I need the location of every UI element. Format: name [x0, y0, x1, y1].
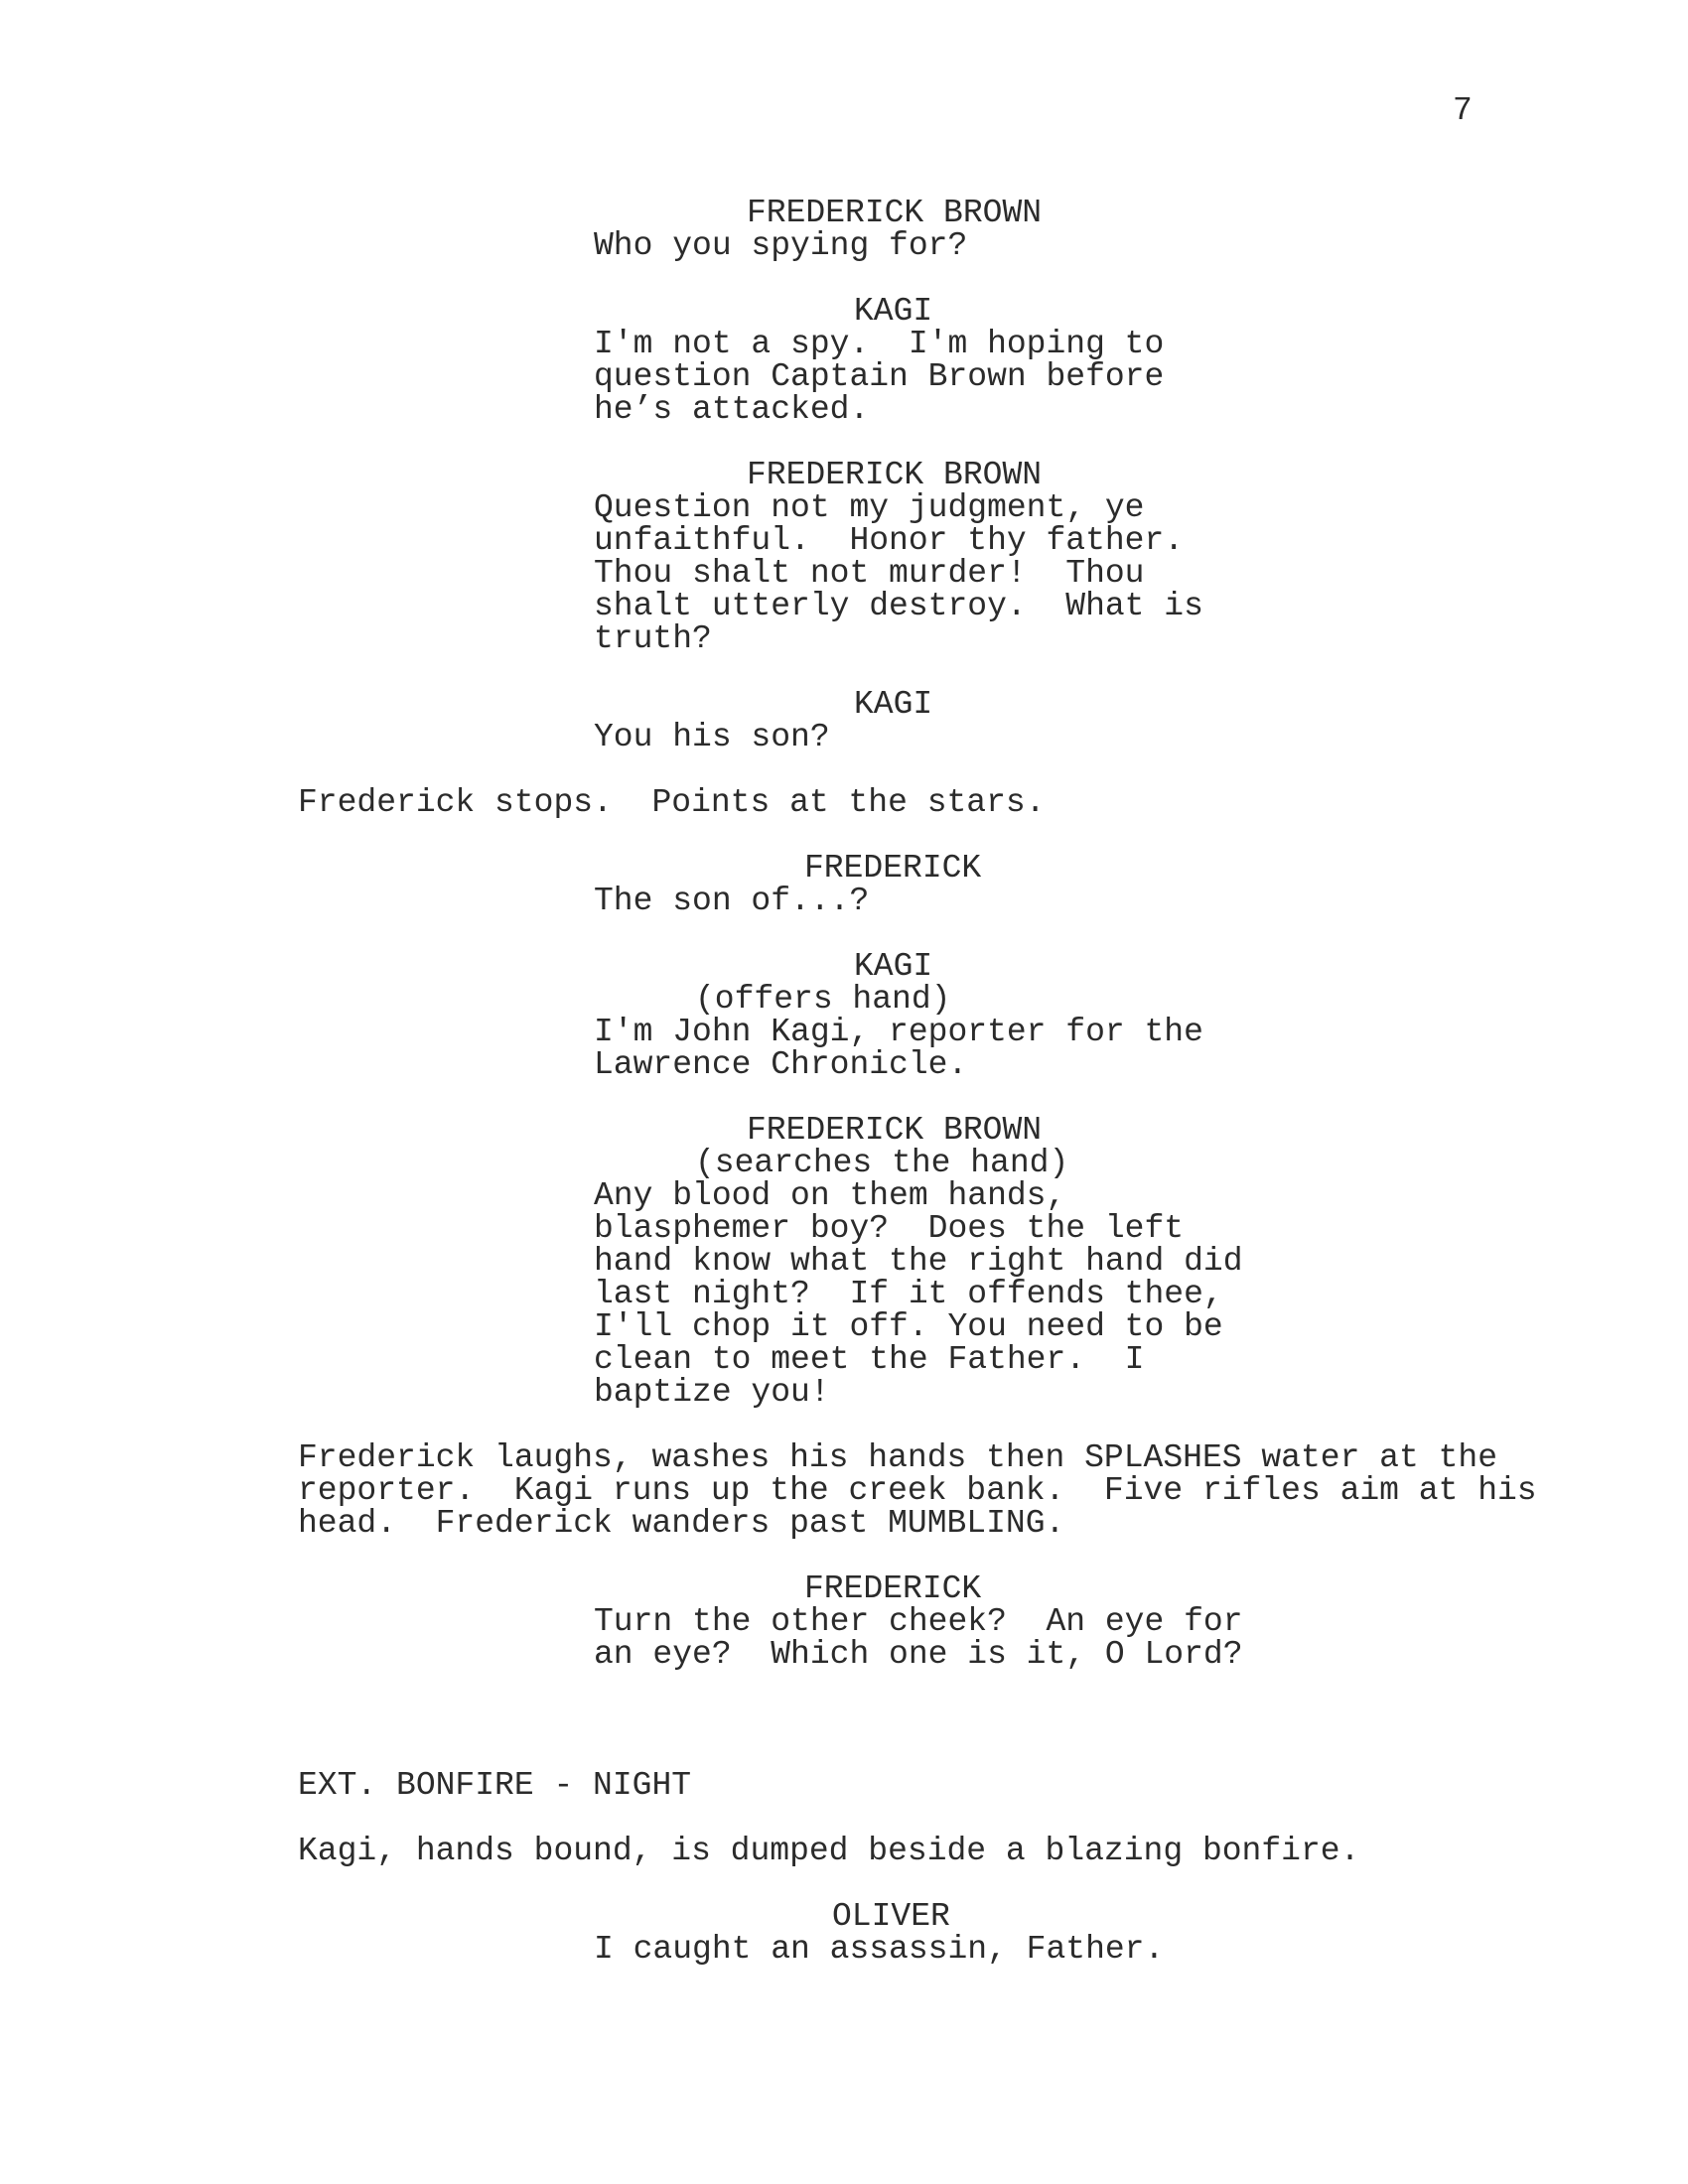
character-cue: KAGI [854, 948, 933, 985]
dialogue-line: I caught an assassin, Father. [594, 1931, 1165, 1968]
action-line: Frederick laughs, washes his hands then SPLASHES water at the [298, 1439, 1497, 1476]
action-line: Kagi, hands bound, is dumped beside a blazing bonfire. [298, 1833, 1360, 1869]
dialogue-line: The son of...? [594, 883, 870, 919]
dialogue-line: unfaithful. Honor thy father. [594, 522, 1185, 559]
dialogue-line: Who you spying for? [594, 227, 968, 264]
character-cue: FREDERICK BROWN [747, 195, 1043, 231]
dialogue-line: Turn the other cheek? An eye for [594, 1603, 1243, 1640]
character-cue: FREDERICK [804, 850, 982, 887]
dialogue-line: I'm not a spy. I'm hoping to [594, 326, 1165, 362]
dialogue-line: I'm John Kagi, reporter for the [594, 1014, 1203, 1050]
action-line: Frederick stops. Points at the stars. [298, 784, 1046, 821]
dialogue-line: Lawrence Chronicle. [594, 1046, 968, 1083]
dialogue-line: shalt utterly destroy. What is [594, 588, 1203, 624]
dialogue-line: I'll chop it off. You need to be [594, 1308, 1223, 1345]
dialogue-line: blasphemer boy? Does the left [594, 1210, 1185, 1247]
character-cue: FREDERICK [804, 1570, 982, 1607]
character-cue: FREDERICK BROWN [747, 1112, 1043, 1149]
dialogue-line: truth? [594, 620, 712, 657]
dialogue-line: question Captain Brown before [594, 358, 1165, 395]
action-line: head. Frederick wanders past MUMBLING. [298, 1505, 1065, 1542]
page-number: 7 [1453, 92, 1473, 129]
scene-heading: EXT. BONFIRE - NIGHT [298, 1767, 692, 1804]
dialogue-line: baptize you! [594, 1374, 830, 1411]
character-cue: FREDERICK BROWN [747, 457, 1043, 493]
dialogue-line: You his son? [594, 719, 830, 755]
dialogue-line: Any blood on them hands, [594, 1177, 1066, 1214]
dialogue-line: he’s attacked. [594, 391, 870, 428]
dialogue-line: last night? If it offends thee, [594, 1276, 1223, 1312]
dialogue-line: hand know what the right hand did [594, 1243, 1243, 1280]
dialogue-line: clean to meet the Father. I [594, 1341, 1145, 1378]
action-line: reporter. Kagi runs up the creek bank. Five rifles aim at his [298, 1472, 1537, 1509]
parenthetical: (searches the hand) [695, 1145, 1069, 1181]
character-cue: KAGI [854, 293, 933, 330]
character-cue: OLIVER [832, 1898, 950, 1935]
dialogue-line: Thou shalt not murder! Thou [594, 555, 1145, 592]
dialogue-line: an eye? Which one is it, O Lord? [594, 1636, 1243, 1673]
character-cue: KAGI [854, 686, 933, 723]
dialogue-line: Question not my judgment, ye [594, 489, 1145, 526]
parenthetical: (offers hand) [695, 981, 951, 1018]
